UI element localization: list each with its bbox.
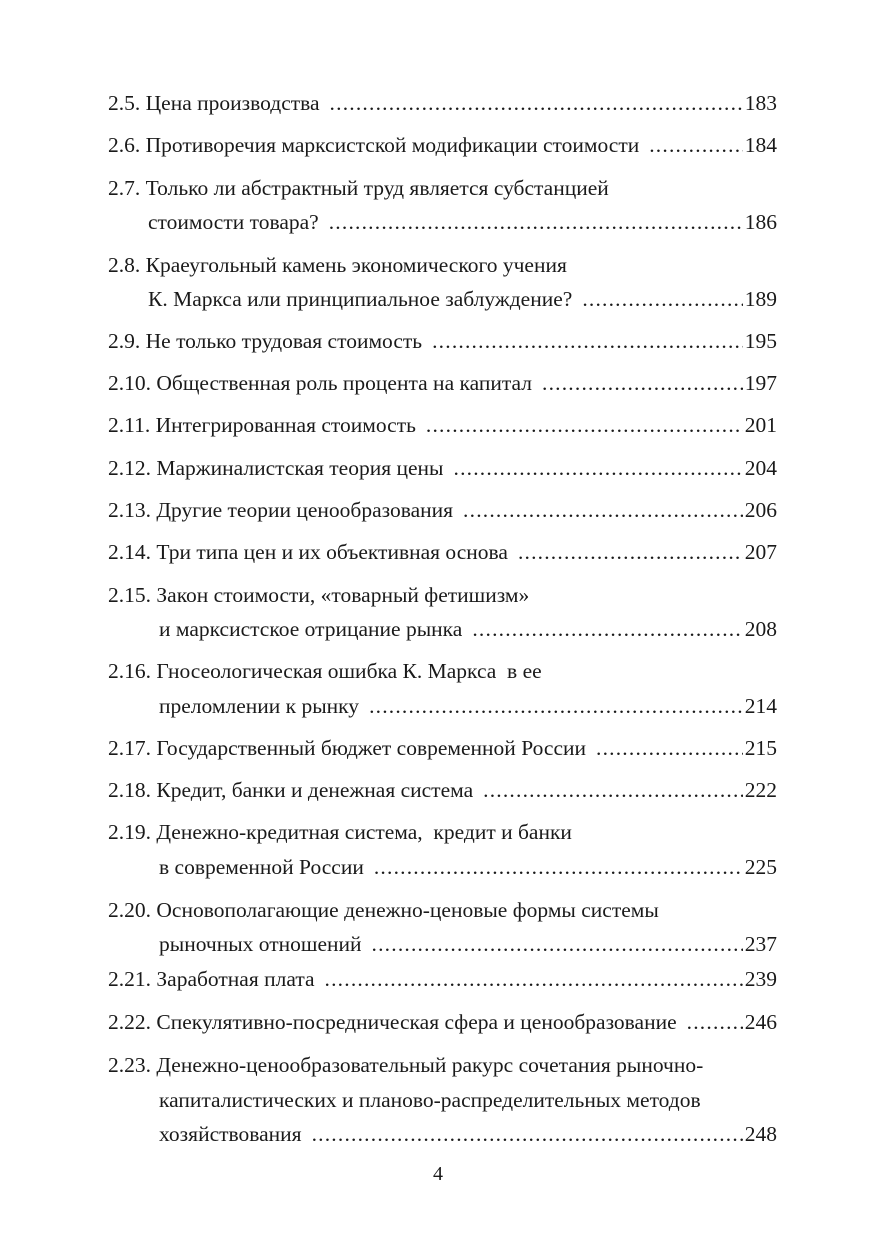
- dot-leader: [329, 208, 743, 236]
- toc-entry-continuation: [159, 1120, 777, 1148]
- dot-leader: [432, 327, 743, 355]
- toc-entry-page: 207: [744, 540, 777, 564]
- dot-leader: [596, 734, 743, 762]
- toc-entry: [108, 369, 777, 397]
- toc-entry-title: Интегрированная стоимость: [155, 413, 416, 437]
- toc-entry-number: 2.8.: [108, 253, 141, 277]
- toc-entry: [108, 734, 777, 762]
- toc-entry-page: 248: [744, 1122, 777, 1146]
- toc-entry: [108, 1008, 777, 1036]
- toc-entry-number: 2.6.: [108, 133, 141, 157]
- toc-entry-continuation: [159, 930, 777, 958]
- toc-entry-title: Спекулятивно-посредническая сфера и ценообразование: [156, 1010, 677, 1034]
- toc-entry-heading: [108, 818, 777, 846]
- toc-entry-title: Гносеологическая ошибка К. Маркса в ее: [156, 659, 542, 683]
- toc-entry-number: 2.11.: [108, 413, 151, 437]
- toc-entry-title-continued: хозяйствования: [159, 1122, 302, 1146]
- dot-leader: [312, 1120, 743, 1148]
- toc-entry-title: Не только трудовая стоимость: [145, 329, 423, 353]
- toc-entry-page: 189: [744, 287, 777, 311]
- toc-entry: [108, 538, 777, 566]
- toc-entry-number: 2.17.: [108, 736, 151, 760]
- toc-entry-title: Другие теории ценообразования: [156, 498, 454, 522]
- toc-entry-number: 2.21.: [108, 967, 151, 991]
- toc-entry: [108, 776, 777, 804]
- toc-entry-page: 197: [744, 371, 777, 395]
- toc-entry-title: Заработная плата: [156, 967, 315, 991]
- toc-entry-continuation: [148, 285, 777, 313]
- toc-entry-title-continued: и марксистское отрицание рынка: [159, 617, 463, 641]
- dot-leader: [518, 538, 743, 566]
- toc-entry-heading: [108, 174, 777, 202]
- toc-entry-page: 215: [744, 736, 777, 760]
- toc-entry-title: Основополагающие денежно-ценовые формы системы: [156, 898, 659, 922]
- toc-entry-title: Закон стоимости, «товарный фетишизм»: [156, 583, 530, 607]
- toc-entry-title-continued: преломлении к рынку: [159, 694, 360, 718]
- dot-leader: [472, 615, 742, 643]
- toc-entry-title: Кредит, банки и денежная система: [156, 778, 474, 802]
- toc-entry-number: 2.5.: [108, 91, 141, 115]
- toc-entry-title: Только ли абстрактный труд является субстанцией: [145, 176, 609, 200]
- toc-entry: [108, 454, 777, 482]
- toc-entry: [108, 496, 777, 524]
- toc-entry: [108, 965, 777, 993]
- toc-entry-title-continued: рыночных отношений: [159, 932, 362, 956]
- toc-entry-heading: [108, 657, 777, 685]
- toc-entry-page: 222: [744, 778, 777, 802]
- toc-entry-number: 2.13.: [108, 498, 151, 522]
- toc-entry-number: 2.23.: [108, 1053, 151, 1077]
- toc-entry-number: 2.19.: [108, 820, 151, 844]
- toc-entry-continuation: [159, 615, 777, 643]
- toc-entry-page: 206: [744, 498, 777, 522]
- dot-leader: [372, 930, 743, 958]
- toc-entry-number: 2.15.: [108, 583, 151, 607]
- dot-leader: [454, 454, 743, 482]
- toc-entry-heading: [108, 896, 777, 924]
- toc-entry-page: 195: [744, 329, 777, 353]
- toc-entry: [108, 411, 777, 439]
- toc-entry-title-continued: капиталистических и планово-распределительных методов: [159, 1088, 701, 1112]
- dot-leader: [426, 411, 743, 439]
- toc-entry-title-continued: К. Маркса или принципиальное заблуждение?: [148, 287, 573, 311]
- toc-entry-number: 2.22.: [108, 1010, 151, 1034]
- toc-entry-page: 186: [744, 210, 777, 234]
- toc-entry-title: Денежно-кредитная система, кредит и банки: [156, 820, 572, 844]
- toc-entry-title-continued: стоимости товара?: [148, 210, 319, 234]
- dot-leader: [374, 853, 743, 881]
- toc-entry-number: 2.14.: [108, 540, 151, 564]
- toc-entry-page: 184: [744, 133, 777, 157]
- toc-entry-heading: [108, 581, 777, 609]
- toc-entry-page: 246: [744, 1010, 777, 1034]
- toc-entry-page: 201: [744, 413, 777, 437]
- toc-entry-continuation: [159, 692, 777, 720]
- toc-entry-number: 2.20.: [108, 898, 151, 922]
- toc-entry-number: 2.12.: [108, 456, 151, 480]
- toc-entry: [108, 89, 777, 117]
- toc-entry-heading: [108, 1051, 777, 1079]
- toc-entry-number: 2.7.: [108, 176, 141, 200]
- toc-entry: [108, 327, 777, 355]
- toc-entry-heading: [108, 251, 777, 279]
- toc-entry-number: 2.16.: [108, 659, 151, 683]
- toc-entry-title: Краеугольный камень экономического учения: [145, 253, 567, 277]
- dot-leader: [369, 692, 743, 720]
- dot-leader: [649, 131, 743, 159]
- toc-entry-page: 204: [744, 456, 777, 480]
- toc-entry-number: 2.18.: [108, 778, 151, 802]
- toc-entry: [108, 131, 777, 159]
- toc-entry-number: 2.9.: [108, 329, 141, 353]
- toc-entry-title: Государственный бюджет современной России: [156, 736, 586, 760]
- toc-entry-title: Цена производства: [145, 91, 320, 115]
- toc-entry-page: 183: [744, 91, 777, 115]
- toc-entry-page: 237: [744, 932, 777, 956]
- toc-entry-title: Общественная роль процента на капитал: [156, 371, 532, 395]
- dot-leader: [483, 776, 743, 804]
- page-number: 4: [433, 1163, 443, 1185]
- toc-entry-continuation: [159, 1086, 777, 1114]
- dot-leader: [582, 285, 742, 313]
- dot-leader: [687, 1008, 743, 1036]
- toc-entry-page: 239: [744, 967, 777, 991]
- toc-entry-title: Денежно-ценообразовательный ракурс сочетания рыночно-: [156, 1053, 704, 1077]
- dot-leader: [542, 369, 743, 397]
- toc-entry-page: 225: [744, 855, 777, 879]
- toc-entry-number: 2.10.: [108, 371, 151, 395]
- toc-entry-title-continued: в современной России: [159, 855, 364, 879]
- toc-entry-continuation: [159, 853, 777, 881]
- dot-leader: [330, 89, 743, 117]
- toc-entry-page: 208: [744, 617, 777, 641]
- toc-entry-title: Маржиналистская теория цены: [156, 456, 444, 480]
- toc-entry-title: Три типа цен и их объективная основа: [156, 540, 508, 564]
- toc-entry-page: 214: [744, 694, 777, 718]
- toc-entry-title: Противоречия марксистской модификации стоимости: [145, 133, 640, 157]
- dot-leader: [463, 496, 743, 524]
- toc-entry-continuation: [148, 208, 777, 236]
- dot-leader: [325, 965, 743, 993]
